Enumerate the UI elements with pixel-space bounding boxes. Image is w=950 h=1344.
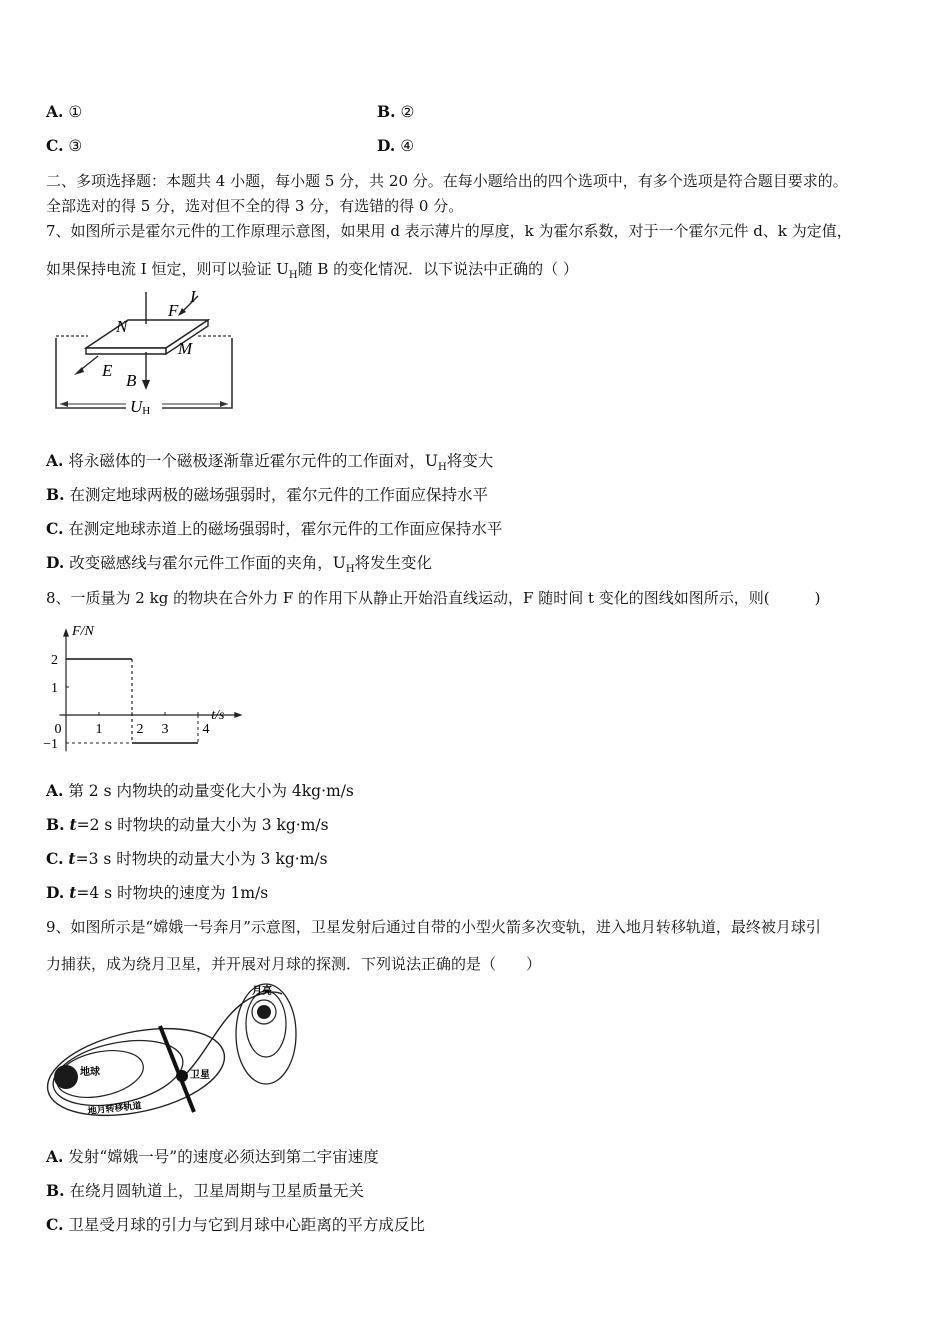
- y-axis-label: F/N: [72, 624, 94, 639]
- label-f: F: [168, 301, 179, 320]
- q7-option-b: [46, 485, 488, 505]
- option-text: 改变磁感线与霍尔元件工作面的夹角，U: [69, 554, 346, 572]
- q8-option-c: [46, 849, 328, 869]
- section-heading-line1: 二、多项选择题：本题共 4 小题，每小题 5 分，共 20 分。在每小题给出的四个选项中，有多个选项是符合题目要求的。: [46, 172, 848, 190]
- option-label: D.: [377, 136, 396, 155]
- q7-option-d: [46, 553, 432, 580]
- option-label: D.: [46, 883, 65, 902]
- x-axis-label: t/s: [211, 708, 225, 723]
- x-tick-label: 2: [136, 722, 144, 737]
- section-heading-line2: 全部选对的得 5 分，选对但不全的得 3 分，有选错的得 0 分。: [46, 197, 464, 215]
- earth-label: 地球: [80, 1067, 100, 1078]
- q7-stem-end: 随 B 的变化情况．以下说法中正确的（ ）: [297, 260, 578, 278]
- x-tick-label: 4: [202, 722, 210, 737]
- option-text: 发射“嫦娥一号”的速度必须达到第二宇宙速度: [68, 1148, 379, 1166]
- option-text: =2 s 时物块的动量大小为 3 kg·m/s: [76, 816, 329, 834]
- uh-arrow-left: [60, 401, 68, 407]
- orbit-label: 地月转移轨道: [87, 1100, 142, 1116]
- option-text: 在测定地球两极的磁场强弱时，霍尔元件的工作面应保持水平: [69, 486, 488, 504]
- option-label: C.: [46, 1215, 64, 1234]
- option-text: ③: [68, 137, 83, 155]
- q7-stem-line2: [46, 259, 578, 286]
- q7-stem-line1: 7、如图所示是霍尔元件的工作原理示意图，如果用 d 表示薄片的厚度，k 为霍尔系数，对于一个霍尔元件 d、k 为定值，: [46, 222, 852, 240]
- option-var: t: [68, 849, 76, 868]
- option-d: [377, 136, 414, 156]
- option-label: A.: [46, 102, 64, 121]
- q7-stem-sub: H: [288, 270, 298, 281]
- x-axis-arrow: [234, 712, 242, 718]
- satellite: [176, 1070, 188, 1082]
- option-text: ①: [68, 103, 83, 121]
- x-tick-label: 1: [95, 722, 103, 737]
- y-axis-arrow: [63, 628, 69, 636]
- y-tick-label: 1: [51, 681, 58, 696]
- option-text: 第 2 s 内物块的动量变化大小为 4kg·m/s: [68, 782, 354, 800]
- solar-panel: [160, 1026, 194, 1112]
- b-field-arrow: [142, 380, 150, 390]
- q7-option-a: [46, 451, 493, 478]
- q9-option-c: [46, 1215, 425, 1235]
- option-c: [46, 136, 82, 156]
- option-label: A.: [46, 451, 64, 470]
- option-label: B.: [377, 102, 396, 121]
- q9-option-a: [46, 1147, 379, 1167]
- q8-option-b: [46, 815, 329, 835]
- earth: [54, 1065, 78, 1089]
- option-text: 在绕月圆轨道上，卫星周期与卫星质量无关: [69, 1182, 364, 1200]
- option-label: B.: [46, 485, 65, 504]
- option-end: 将变大: [446, 452, 494, 470]
- option-label: C.: [46, 136, 64, 155]
- option-label: A.: [46, 1147, 64, 1166]
- q7-stem-text: 如果保持电流 I 恒定，则可以验证 U: [46, 260, 289, 278]
- x-tick-label: 3: [161, 722, 169, 737]
- option-text: ②: [400, 103, 415, 121]
- y-tick-label: 2: [51, 653, 58, 668]
- option-text: 卫星受月球的引力与它到月球中心距离的平方成反比: [68, 1216, 425, 1234]
- q9-option-b: [46, 1181, 364, 1201]
- option-var: t: [69, 815, 77, 834]
- option-label: A.: [46, 781, 64, 800]
- option-label: B.: [46, 815, 65, 834]
- option-text: =3 s 时物块的动量大小为 3 kg·m/s: [75, 850, 328, 868]
- transfer-orbit: [184, 992, 282, 1076]
- label-m: M: [178, 339, 193, 358]
- option-text: 将永磁体的一个磁极逐渐靠近霍尔元件的工作面对，U: [68, 452, 438, 470]
- q9-stem-line1: 9、如图所示是“嫦娥一号奔月”示意图，卫星发射后通过自带的小型火箭多次变轨，进入地月转移轨道，最终被月球引: [46, 918, 821, 936]
- q8-option-a: [46, 781, 354, 801]
- option-label: C.: [46, 519, 64, 538]
- label-uh: UH: [130, 397, 151, 417]
- option-label: B.: [46, 1181, 65, 1200]
- option-end: 将发生变化: [354, 554, 433, 572]
- q8-stem: 8、一质量为 2 kg 的物块在合外力 F 的作用下从静止开始沿直线运动，F 随时间 t 变化的图线如图所示，则( ): [46, 589, 821, 607]
- q9-stem-line2: 力捕获，成为绕月卫星，并开展对月球的探测．下列说法正确的是（ ）: [46, 955, 542, 973]
- option-label: C.: [46, 849, 64, 868]
- label-b: B: [126, 371, 137, 390]
- q7-option-c: [46, 519, 502, 539]
- option-sub: H: [345, 564, 355, 576]
- change-e-orbit-figure: [44, 980, 308, 1122]
- y-tick-label: −1: [43, 737, 58, 752]
- option-var: t: [69, 883, 77, 902]
- origin-label: 0: [54, 722, 62, 737]
- label-e: E: [102, 361, 113, 380]
- hall-element-figure: [48, 286, 248, 421]
- option-text: 在测定地球赤道上的磁场强弱时，霍尔元件的工作面应保持水平: [68, 520, 503, 538]
- uh-arrow-right: [220, 401, 228, 407]
- option-a: [46, 102, 82, 122]
- moon: [257, 1005, 271, 1019]
- moon-orbit-outer: [236, 984, 296, 1084]
- q8-option-d: [46, 883, 268, 903]
- option-text: =4 s 时物块的速度为 1m/s: [76, 884, 269, 902]
- label-i: I: [190, 287, 196, 306]
- option-b: [377, 102, 414, 122]
- hall-plate-front: [86, 348, 166, 354]
- moon-label: 月亮: [252, 986, 272, 997]
- force-time-chart: [43, 616, 256, 752]
- satellite-label: 卫星: [190, 1070, 210, 1081]
- option-text: ④: [400, 137, 415, 155]
- label-n: N: [116, 317, 128, 336]
- option-sub: H: [437, 462, 447, 474]
- option-label: D.: [46, 553, 65, 572]
